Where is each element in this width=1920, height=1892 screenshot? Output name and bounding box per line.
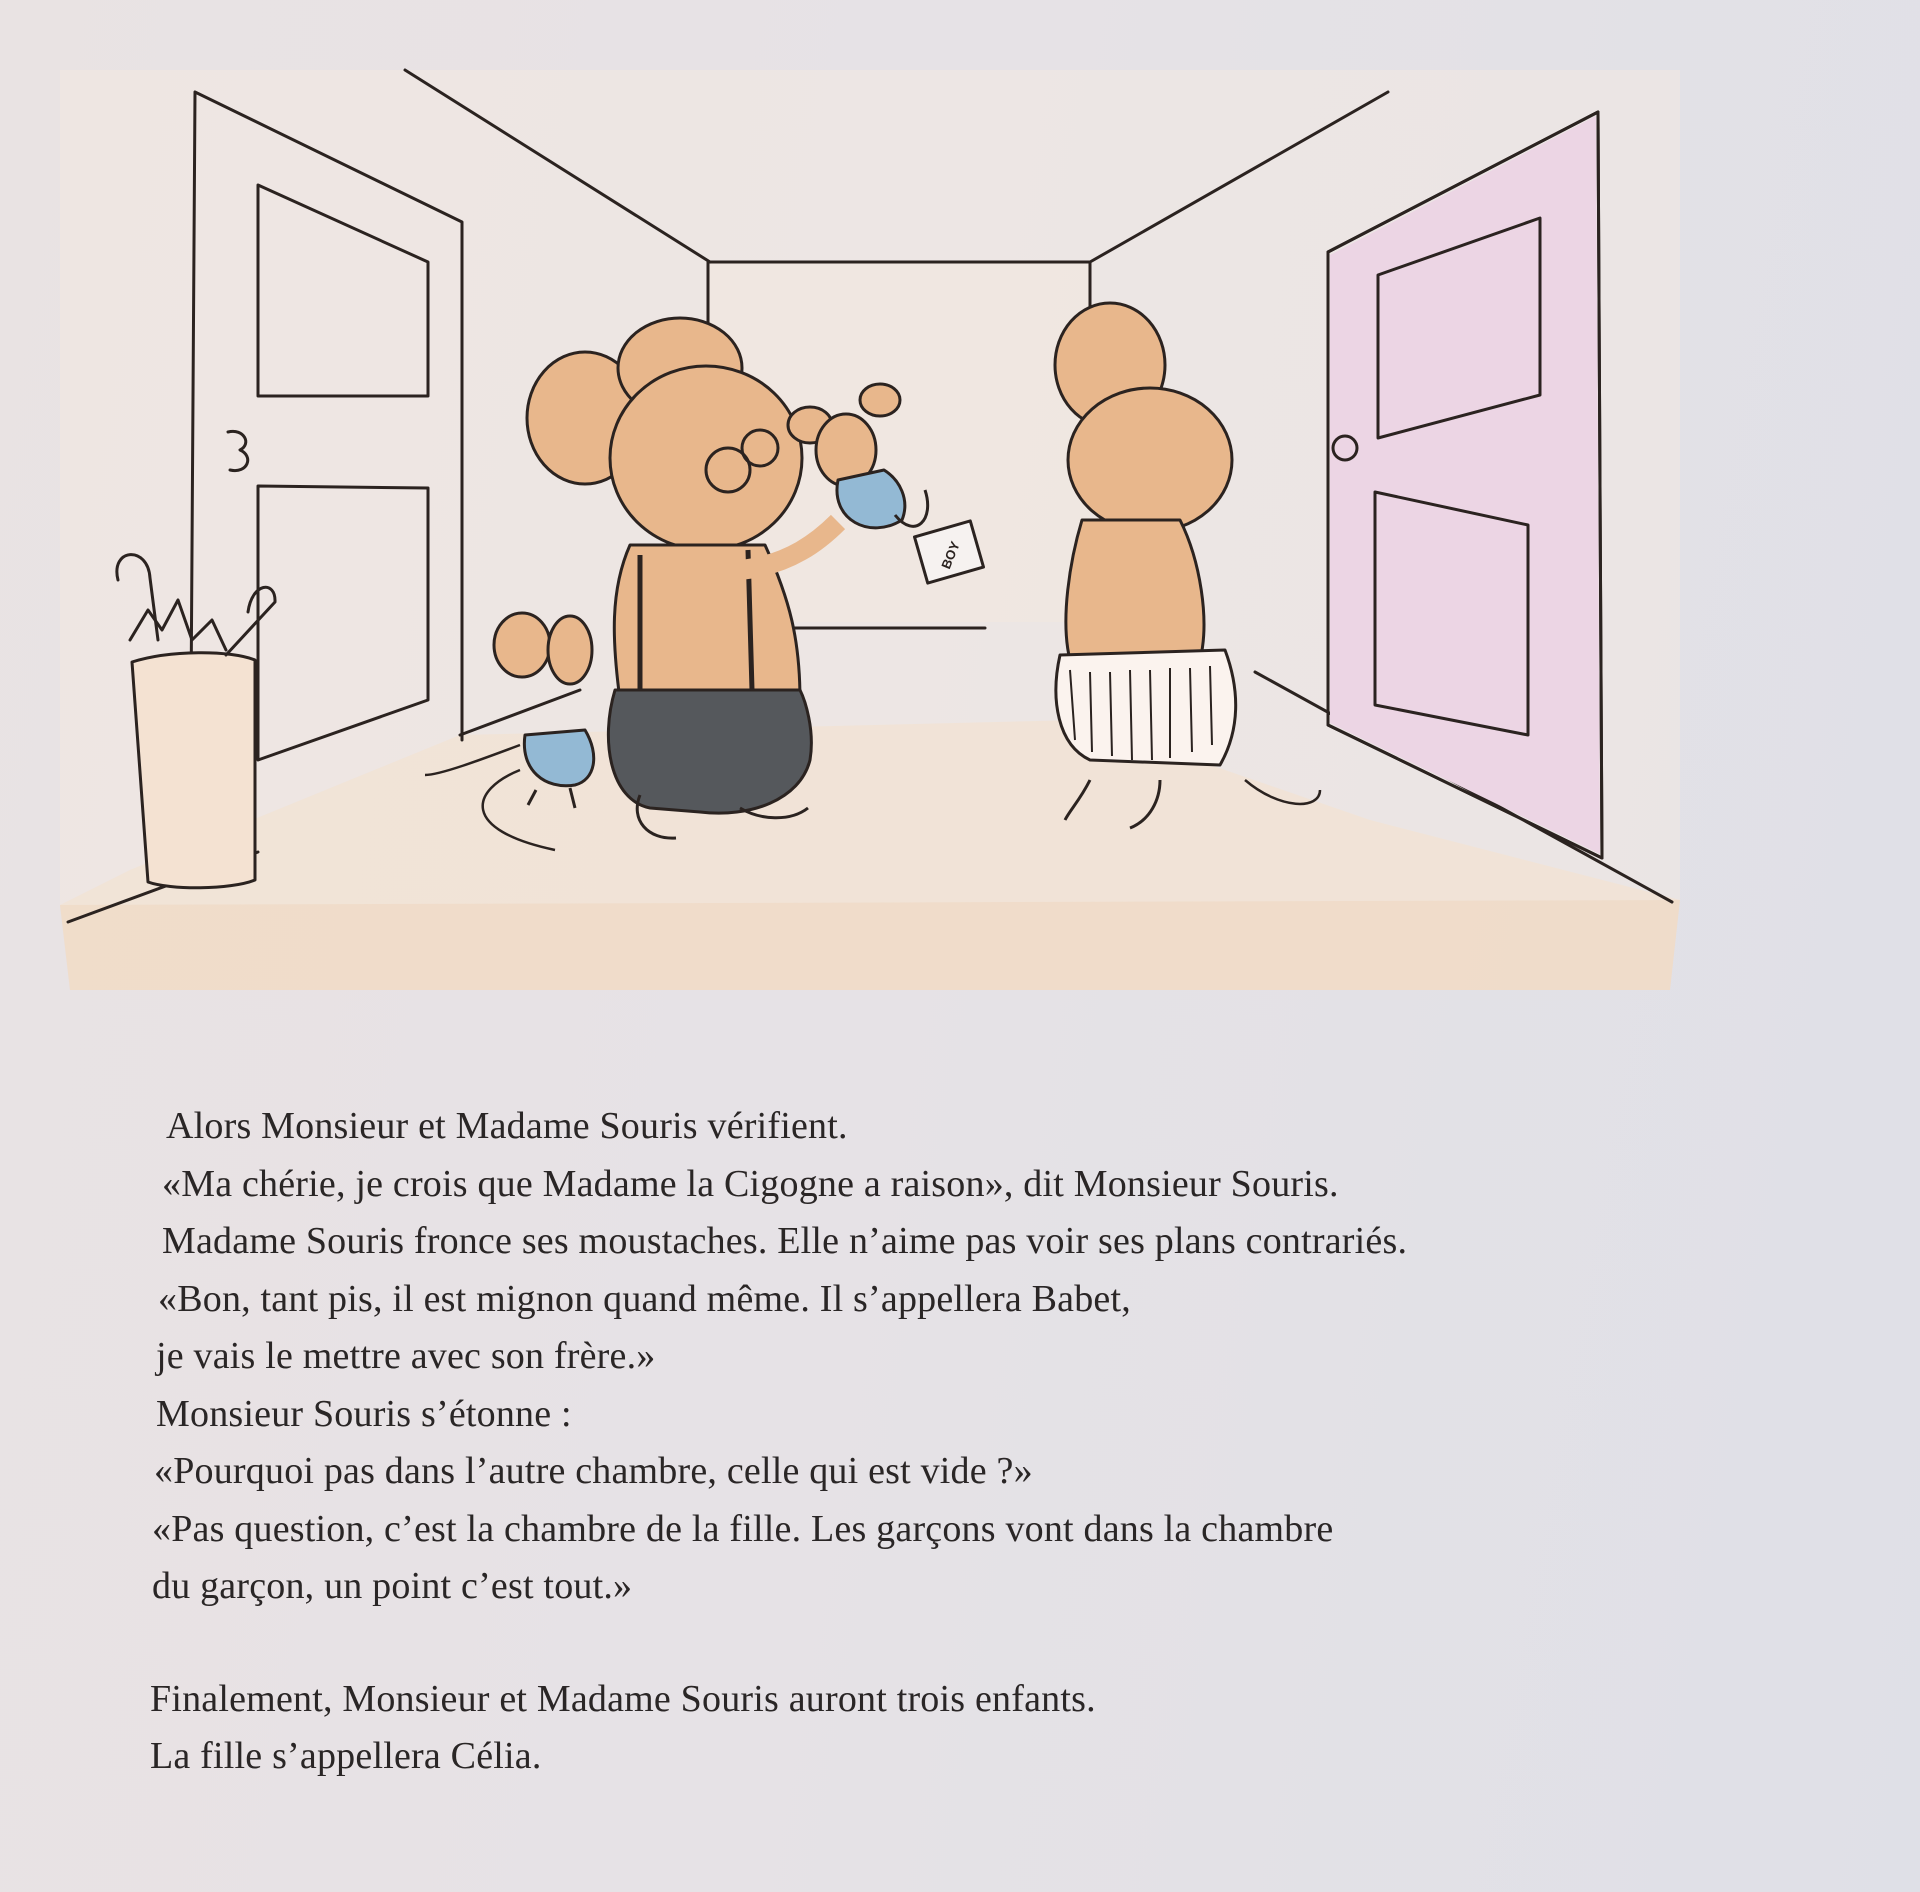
- paragraph-gap: [150, 1616, 1750, 1671]
- boy-card-label: BOY: [938, 539, 963, 571]
- text-line: La fille s’appellera Célia.: [150, 1735, 542, 1777]
- text-line: Alors Monsieur et Madame Souris vérifient.: [166, 1105, 848, 1147]
- story-text: [150, 1098, 1750, 1786]
- text-line: Monsieur Souris s’étonne :: [156, 1392, 572, 1435]
- text-line: Madame Souris fronce ses moustaches. Elle n’aime pas voir ses plans contrariés.: [162, 1220, 1408, 1262]
- umbrella-stand: [132, 653, 255, 888]
- text-line: «Bon, tant pis, il est mignon quand même. Il s’appellera Babet,: [158, 1277, 1131, 1320]
- text-line: «Pourquoi pas dans l’autre chambre, celle qui est vide ?»: [154, 1450, 1033, 1492]
- text-line: du garçon, un point c’est tout.»: [152, 1565, 633, 1607]
- text-line: «Pas question, c’est la chambre de la fille. Les garçons vont dans la chambre: [152, 1507, 1334, 1550]
- text-line: je vais le mettre avec son frère.»: [156, 1335, 656, 1377]
- text-line: «Ma chérie, je crois que Madame la Cigogne a raison», dit Monsieur Souris.: [162, 1162, 1339, 1205]
- text-line: Finalement, Monsieur et Madame Souris auront trois enfants.: [150, 1677, 1096, 1720]
